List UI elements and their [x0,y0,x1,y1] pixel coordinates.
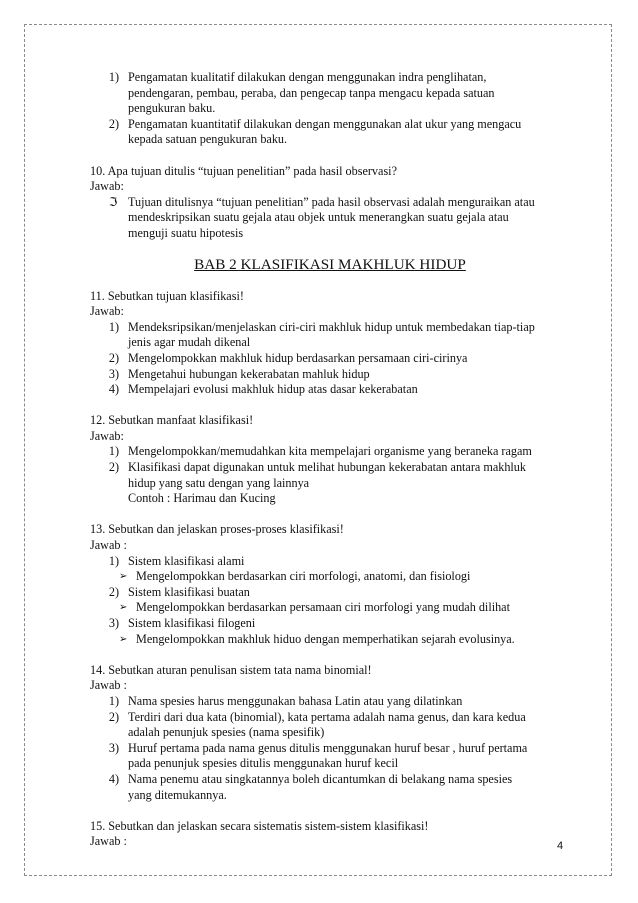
list-item [90,710,570,726]
question-text: 14. Sebutkan aturan penulisan sistem tata nama binomial! [90,662,372,677]
question-11 [90,289,570,398]
list-text: Mempelajari evolusi makhluk hidup atas dasar kekerabatan [128,382,418,397]
list-number: 2) [108,584,119,599]
question-14 [90,663,570,803]
document-body [90,70,570,850]
example-text: Contoh : Harimau dan Kucing [128,491,276,506]
list-number: 1) [108,693,119,708]
list-text: Nama spesies harus menggunakan bahasa Latin atau yang dilatinkan [128,693,463,708]
list-item [90,460,570,476]
list-text: Mengelompokkan/memudahkan kita mempelajari organisme yang beraneka ragam [128,444,532,459]
list-text: Terdiri dari dua kata (binomial), kata pertama adalah nama genus, dan kara kedua [128,709,526,724]
answer-label: Jawab: [90,304,124,319]
list-item [90,694,570,710]
answer-label: Jawab : [90,678,127,693]
list-number: 1) [108,70,119,84]
list-number: 4) [108,382,119,397]
list-number: 2) [108,460,119,475]
list-number: 3) [108,616,119,630]
list-item [90,585,570,601]
question-text: 11. Sebutkan tujuan klasifikasi! [90,288,244,303]
list-text-continued: hidup yang satu dengan yang lainnya [128,475,310,490]
list-text-continued: jenis agar mudah dikenal [128,335,251,350]
list-text-continued: pada penunjuk spesies ditulis menggunakan huruf kecil [128,756,399,771]
list-item [90,320,570,336]
arrow-bullet-icon: ➢ [119,602,128,614]
sub-list-text: Mengelompokkan berdasarkan persamaan ciri morfologi yang mudah dilihat [136,600,510,615]
sub-list-item [90,632,570,648]
answer-label: Jawab: [90,179,124,194]
list-item [90,351,570,367]
question-text: 15. Sebutkan dan jelaskan secara sistematis sistem-sistem klasifikasi! [90,818,429,833]
list-number: 2) [108,116,119,131]
list-text-continued: pendengaran, pembau, peraba, dan pengecap tanpa mengacu kepada satuan [128,85,495,100]
list-item [90,741,570,757]
list-item [90,367,570,383]
list-number: 2) [108,350,119,365]
list-text-continued: yang ditemukannya. [128,787,227,802]
list-text: Nama penemu atau singkatannya boleh dicantumkan di belakang nama spesies [128,771,513,786]
list-text-continued: menguji suatu hipotesis [128,225,244,240]
sub-list-text: Mengelompokkan makhluk hiduo dengan memperhatikan sejarah evolusinya. [136,631,515,646]
list-item [90,117,570,133]
list-text: Huruf pertama pada nama genus ditulis menggunakan huruf besar , huruf pertama [128,740,528,755]
answer-label: Jawab: [90,428,124,443]
list-number: 3) [108,740,119,755]
fraktur-bullet-icon: ℑ [109,194,118,209]
list-text: Mengelompokkan makhluk hidup berdasarkan persamaan ciri-cirinya [128,350,468,365]
list-item [90,616,570,632]
list-item [90,382,570,398]
list-text-continued: kepada satuan pengukuran baku. [128,132,288,147]
list-text-continued: mendeskripsikan suatu gejala atau objek untuk menerangkan suatu gejala atau [128,210,509,225]
list-text: Sistem klasifikasi buatan [128,584,250,599]
chapter-heading: BAB 2 KLASIFIKASI MAKHLUK HIDUP [194,255,466,273]
list-text-continued: pengukuran baku. [128,101,216,116]
sub-list-item [90,600,570,616]
list-text: Klasifikasi dapat digunakan untuk melihat hubungan kekerabatan antara makhluk [128,460,526,475]
question-text: 12. Sebutkan manfaat klasifikasi! [90,413,254,428]
q9-answer-list [90,70,570,148]
arrow-bullet-icon: ➢ [119,633,128,645]
list-item [90,772,570,788]
list-item [90,554,570,570]
sub-list-item [90,569,570,585]
list-text: Sistem klasifikasi alami [128,553,245,568]
list-number: 1) [108,319,119,334]
list-number: 3) [108,366,119,381]
sub-list-text: Mengelompokkan berdasarkan ciri morfologi, anatomi, dan fisiologi [136,569,471,584]
arrow-bullet-icon: ➢ [119,571,128,583]
list-text: Sistem klasifikasi filogeni [128,616,256,630]
list-text-continued: adalah penunjuk spesies (nama spesifik) [128,725,325,740]
list-item [90,444,570,460]
answer-label: Jawab : [90,538,127,553]
list-text: Pengamatan kualitatif dilakukan dengan menggunakan indra penglihatan, [128,70,487,84]
question-text: 10. Apa tujuan ditulis “tujuan penelitian” pada hasil observasi? [90,163,397,178]
list-number: 1) [108,444,119,459]
question-15 [90,819,570,850]
list-number: 1) [108,553,119,568]
question-text: 13. Sebutkan dan jelaskan proses-proses klasifikasi! [90,522,344,537]
list-number: 2) [108,709,119,724]
answer-label: Jawab : [90,834,127,849]
list-item [90,195,570,211]
question-10 [90,164,570,242]
page-number: 4 [557,840,564,852]
question-12 [90,413,570,507]
question-13 [90,522,570,647]
list-number: 4) [108,771,119,786]
list-text: Tujuan ditulisnya “tujuan penelitian” pada hasil observasi adalah menguraikan atau [128,194,535,209]
list-text: Pengamatan kuantitatif dilakukan dengan menggunakan alat ukur yang mengacu [128,116,522,131]
list-text: Mendeksripsikan/menjelaskan ciri-ciri makhluk hidup untuk membedakan tiap-tiap [128,319,535,334]
list-text: Mengetahui hubungan kekerabatan mahluk hidup [128,366,370,381]
list-item [90,70,570,86]
